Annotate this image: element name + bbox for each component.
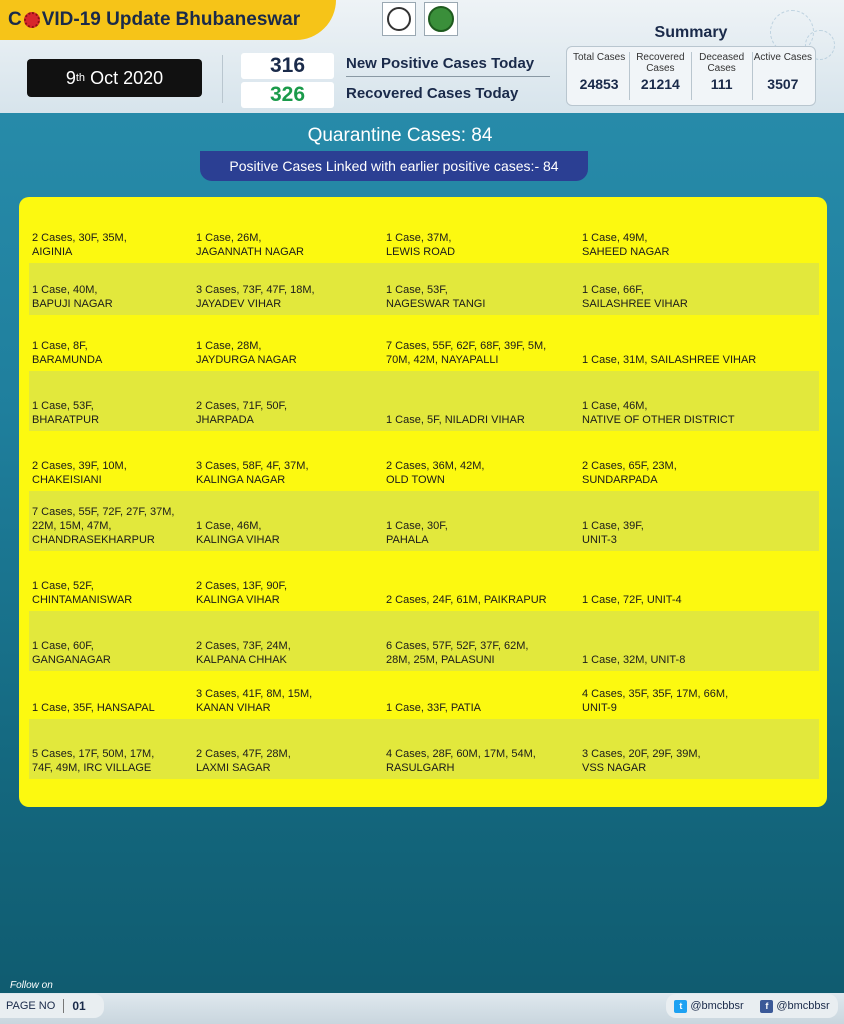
separator bbox=[63, 999, 64, 1013]
case-line: 1 Case, 39F, bbox=[582, 520, 644, 532]
page-label: PAGE NO bbox=[6, 1000, 56, 1012]
case-line: 3 Cases, 41F, 8M, 15M, bbox=[196, 688, 313, 700]
case-line: 22M, 15M, 47M, bbox=[32, 520, 112, 532]
case-line: 4 Cases, 28F, 60M, 17M, 54M, bbox=[386, 748, 536, 760]
summary-label: Active Cases bbox=[753, 52, 813, 63]
case-line: 1 Case, 49M, bbox=[582, 232, 648, 244]
case-line: 7 Cases, 55F, 62F, 68F, 39F, 5M, bbox=[386, 340, 547, 352]
title-banner bbox=[0, 0, 336, 40]
table-row bbox=[29, 719, 819, 779]
cases-grid bbox=[29, 207, 819, 779]
case-line: 7 Cases, 55F, 72F, 27F, 37M, bbox=[32, 506, 175, 518]
case-line: 1 Case, 28M, bbox=[196, 340, 262, 352]
case-cell bbox=[29, 207, 193, 263]
social-links bbox=[666, 994, 838, 1018]
case-line: KALINGA VIHAR bbox=[196, 594, 280, 606]
case-cell bbox=[579, 611, 819, 671]
summary-label: Recovered Cases bbox=[636, 52, 685, 74]
case-line: AIGINIA bbox=[32, 246, 73, 258]
case-line: 1 Case, 26M, bbox=[196, 232, 262, 244]
linked-cases-banner: Positive Cases Linked with earlier positive cases:- 84 bbox=[200, 151, 588, 181]
title-prefix: C bbox=[8, 9, 22, 30]
case-cell bbox=[579, 491, 819, 551]
case-cell bbox=[29, 315, 193, 371]
case-line: 1 Case, 46M, bbox=[582, 400, 648, 412]
case-line: BARAMUNDA bbox=[32, 354, 103, 366]
case-line: PAHALA bbox=[386, 534, 429, 546]
twitter-link[interactable] bbox=[674, 1000, 743, 1013]
summary-total bbox=[569, 52, 630, 100]
summary-value: 21214 bbox=[640, 76, 680, 92]
odisha-emblem-logo bbox=[382, 2, 416, 36]
case-line: 5 Cases, 17F, 50M, 17M, bbox=[32, 748, 155, 760]
case-line: 1 Case, 5F, NILADRI VIHAR bbox=[386, 414, 525, 426]
case-cell bbox=[579, 671, 819, 719]
case-cell bbox=[579, 371, 819, 431]
case-cell bbox=[193, 491, 383, 551]
case-line: 1 Case, 53F, bbox=[32, 400, 94, 412]
case-cell bbox=[29, 671, 193, 719]
case-cell bbox=[29, 551, 193, 611]
case-cell bbox=[29, 431, 193, 491]
case-line: SAILASHREE VIHAR bbox=[582, 298, 688, 310]
case-line: 2 Cases, 30F, 35M, bbox=[32, 232, 127, 244]
table-row bbox=[29, 431, 819, 491]
title-city: Bhubaneswar bbox=[175, 9, 301, 30]
facebook-link[interactable] bbox=[760, 1000, 829, 1013]
case-line: 2 Cases, 36M, 42M, bbox=[386, 460, 485, 472]
case-line: 74F, 49M, IRC VILLAGE bbox=[32, 762, 152, 774]
case-line: 1 Case, 60F, bbox=[32, 640, 94, 652]
recovered-count: 326 bbox=[241, 82, 334, 108]
date-day: 9 bbox=[65, 67, 76, 88]
summary-value: 3507 bbox=[767, 76, 799, 92]
case-cell bbox=[383, 551, 579, 611]
summary-value: 24853 bbox=[579, 76, 619, 92]
case-cell bbox=[29, 371, 193, 431]
cases-panel bbox=[19, 197, 827, 807]
summary-value: 111 bbox=[710, 76, 733, 92]
case-line: 1 Case, 40M, bbox=[32, 284, 98, 296]
case-line: 2 Cases, 24F, 61M, PAIKRAPUR bbox=[386, 594, 547, 606]
case-line: LAXMI SAGAR bbox=[196, 762, 271, 774]
summary-active bbox=[753, 52, 813, 100]
case-cell bbox=[579, 719, 819, 779]
case-line: KALINGA NAGAR bbox=[196, 474, 286, 486]
case-cell bbox=[29, 611, 193, 671]
case-line: 1 Case, 31M, SAILASHREE VIHAR bbox=[582, 354, 757, 366]
case-line: GANGANAGAR bbox=[32, 654, 111, 666]
case-cell bbox=[579, 431, 819, 491]
case-cell bbox=[193, 431, 383, 491]
case-line: UNIT-3 bbox=[582, 534, 617, 546]
case-cell bbox=[383, 431, 579, 491]
table-row bbox=[29, 611, 819, 671]
facebook-icon: f bbox=[760, 1000, 773, 1013]
case-cell bbox=[193, 263, 383, 315]
case-line: 3 Cases, 73F, 47F, 18M, bbox=[196, 284, 315, 296]
case-line: 3 Cases, 58F, 4F, 37M, bbox=[196, 460, 309, 472]
case-line: 2 Cases, 39F, 10M, bbox=[32, 460, 127, 472]
case-line: RASULGARH bbox=[386, 762, 455, 774]
case-line: BHARATPUR bbox=[32, 414, 100, 426]
case-line: VSS NAGAR bbox=[582, 762, 647, 774]
case-line: 1 Case, 30F, bbox=[386, 520, 448, 532]
case-line: UNIT-9 bbox=[582, 702, 617, 714]
table-row bbox=[29, 551, 819, 611]
case-line: 2 Cases, 47F, 28M, bbox=[196, 748, 291, 760]
case-line: 6 Cases, 57F, 52F, 37F, 62M, bbox=[386, 640, 529, 652]
case-line: 1 Case, 53F, bbox=[386, 284, 448, 296]
case-line: 1 Case, 66F, bbox=[582, 284, 644, 296]
bmc-logo bbox=[424, 2, 458, 36]
summary-label: Deceased Cases bbox=[699, 52, 745, 74]
twitter-handle: @bmcbbsr bbox=[690, 999, 744, 1012]
case-cell bbox=[579, 263, 819, 315]
case-line: 1 Case, 8F, bbox=[32, 340, 88, 352]
case-cell bbox=[383, 671, 579, 719]
case-line: KALINGA VIHAR bbox=[196, 534, 280, 546]
case-cell bbox=[383, 207, 579, 263]
case-line: 1 Case, 72F, UNIT-4 bbox=[582, 594, 682, 606]
date-box bbox=[27, 59, 202, 97]
case-line: 1 Case, 46M, bbox=[196, 520, 262, 532]
case-line: KALPANA CHHAK bbox=[196, 654, 287, 666]
case-line: CHAKEISIANI bbox=[32, 474, 102, 486]
case-cell bbox=[193, 719, 383, 779]
virus-icon bbox=[24, 12, 40, 28]
case-line: 2 Cases, 73F, 24M, bbox=[196, 640, 291, 652]
case-cell bbox=[193, 671, 383, 719]
case-cell bbox=[579, 207, 819, 263]
case-cell bbox=[193, 611, 383, 671]
new-positive-count: 316 bbox=[241, 53, 334, 79]
table-row bbox=[29, 371, 819, 431]
follow-label: Follow on bbox=[10, 980, 53, 991]
table-row bbox=[29, 263, 819, 315]
case-line: 1 Case, 32M, UNIT-8 bbox=[582, 654, 686, 666]
page-number: 01 bbox=[72, 999, 86, 1013]
case-line: JHARPADA bbox=[196, 414, 254, 426]
table-row bbox=[29, 315, 819, 371]
case-line: NAGESWAR TANGI bbox=[386, 298, 486, 310]
twitter-icon: t bbox=[674, 1000, 687, 1013]
case-cell bbox=[29, 491, 193, 551]
case-line: 1 Case, 35F, HANSAPAL bbox=[32, 702, 155, 714]
page-number-box bbox=[0, 994, 104, 1018]
case-line: OLD TOWN bbox=[386, 474, 445, 486]
facebook-handle: @bmcbbsr bbox=[776, 999, 830, 1012]
case-line: KANAN VIHAR bbox=[196, 702, 271, 714]
case-cell bbox=[193, 371, 383, 431]
case-line: NATIVE OF OTHER DISTRICT bbox=[582, 414, 735, 426]
case-cell bbox=[383, 263, 579, 315]
case-line: 1 Case, 52F, bbox=[32, 580, 94, 592]
case-line: 2 Cases, 13F, 90F, bbox=[196, 580, 288, 592]
table-row bbox=[29, 671, 819, 719]
case-cell bbox=[383, 491, 579, 551]
case-line: CHANDRASEKHARPUR bbox=[32, 534, 155, 546]
case-cell bbox=[29, 719, 193, 779]
divider bbox=[222, 55, 223, 103]
date-suffix: th bbox=[75, 72, 86, 84]
summary-deceased bbox=[692, 52, 753, 100]
case-cell bbox=[383, 315, 579, 371]
case-line: 28M, 25M, PALASUNI bbox=[386, 654, 495, 666]
case-line: SAHEED NAGAR bbox=[582, 246, 670, 258]
case-cell bbox=[579, 315, 819, 371]
case-line: JAYDURGA NAGAR bbox=[196, 354, 297, 366]
case-line: 3 Cases, 20F, 29F, 39M, bbox=[582, 748, 701, 760]
case-line: 1 Case, 37M, bbox=[386, 232, 452, 244]
case-line: 1 Case, 33F, PATIA bbox=[386, 702, 481, 714]
case-line: 2 Cases, 71F, 50F, bbox=[196, 400, 288, 412]
summary-label: Total Cases bbox=[573, 52, 626, 63]
summary-box bbox=[566, 46, 816, 106]
case-cell bbox=[193, 207, 383, 263]
case-line: LEWIS ROAD bbox=[386, 246, 456, 258]
quarantine-heading: Quarantine Cases: 84 bbox=[307, 125, 493, 146]
case-cell bbox=[579, 551, 819, 611]
case-line: JAGANNATH NAGAR bbox=[196, 246, 304, 258]
case-cell bbox=[193, 551, 383, 611]
case-line: 70M, 42M, NAYAPALLI bbox=[386, 354, 499, 366]
case-line: CHINTAMANISWAR bbox=[32, 594, 133, 606]
case-line: BAPUJI NAGAR bbox=[32, 298, 113, 310]
case-cell bbox=[383, 371, 579, 431]
case-cell bbox=[193, 315, 383, 371]
case-line: 2 Cases, 65F, 23M, bbox=[582, 460, 677, 472]
case-line: JAYADEV VIHAR bbox=[196, 298, 282, 310]
case-line: 4 Cases, 35F, 35F, 17M, 66M, bbox=[582, 688, 729, 700]
summary-recovered bbox=[630, 52, 691, 100]
title-text: VID-19 Update bbox=[41, 9, 171, 30]
summary-title: Summary bbox=[654, 24, 728, 41]
case-cell bbox=[383, 719, 579, 779]
table-row bbox=[29, 491, 819, 551]
case-cell bbox=[383, 611, 579, 671]
recovered-label: Recovered Cases Today bbox=[346, 85, 519, 102]
table-row bbox=[29, 207, 819, 263]
case-line: SUNDARPADA bbox=[582, 474, 658, 486]
date-rest: Oct 2020 bbox=[90, 67, 164, 88]
case-cell bbox=[29, 263, 193, 315]
new-positive-label: New Positive Cases Today bbox=[346, 55, 550, 77]
